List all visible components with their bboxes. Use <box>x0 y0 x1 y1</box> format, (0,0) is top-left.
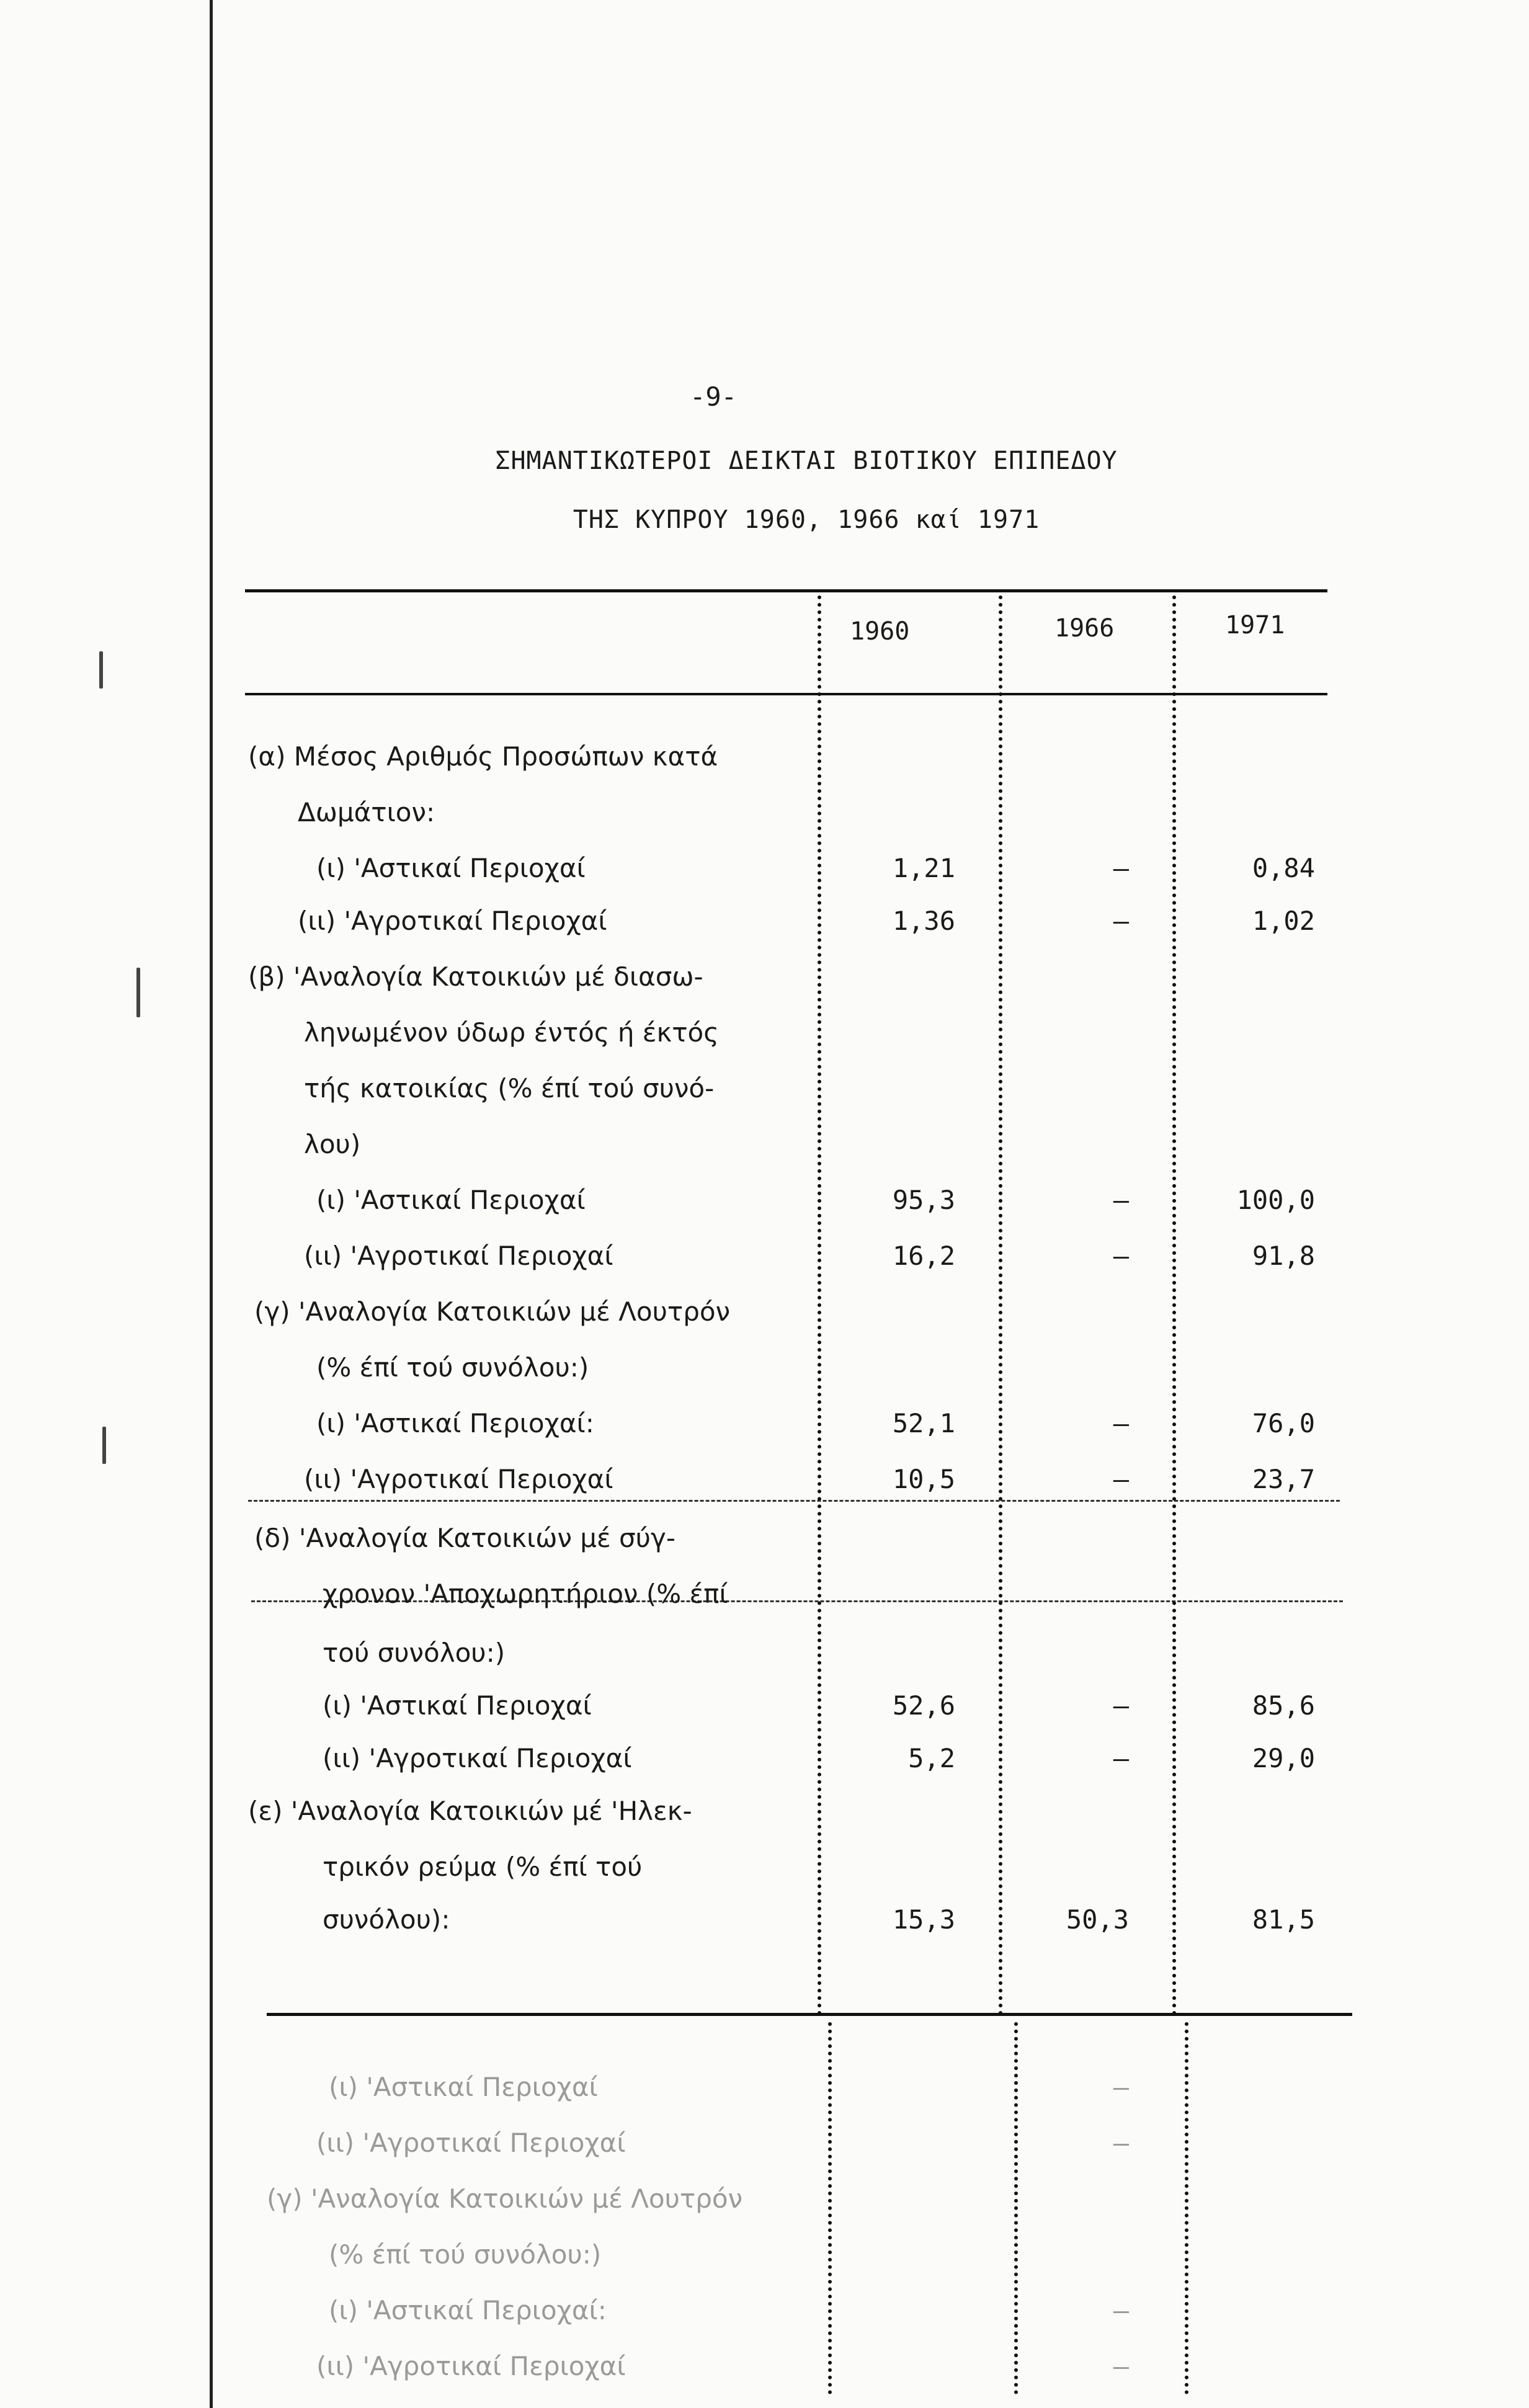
cell-1966: – <box>1113 853 1129 883</box>
row-label: συνόλου): <box>323 1904 450 1935</box>
row-label: τού συνόλου:) <box>323 1638 506 1668</box>
row-label: (ιι) 'Αγροτικαί Περιοχαί <box>298 906 607 936</box>
column-separator <box>1185 2022 1188 2394</box>
row-label: (ι) 'Αστικαί Περιοχαί <box>316 853 586 883</box>
cell-1971: 85,6 <box>1252 1690 1315 1721</box>
column-header-1971: 1971 <box>1225 611 1285 640</box>
cell-1960: 1,36 <box>892 906 955 936</box>
row-label: ληνωμένον ύδωρ έντός ή έκτός <box>304 1017 719 1048</box>
cell-1971: 91,8 <box>1252 1241 1315 1271</box>
row-label: (ι) 'Αστικαί Περιοχαί <box>323 1690 592 1721</box>
row-label: (β) 'Αναλογία Κατοικιών μέ διασω- <box>248 961 703 992</box>
cell-1971: 76,0 <box>1252 1408 1315 1438</box>
cell-1960: 52,6 <box>892 1690 955 1721</box>
cell-1966: – <box>1113 1185 1129 1215</box>
bleed-row-label: (ι) 'Αστικαί Περιοχαί <box>329 2072 598 2102</box>
cell-1960: 52,1 <box>892 1408 955 1438</box>
binding-mark <box>102 1427 106 1464</box>
row-label: (γ) 'Αναλογία Κατοικιών μέ Λουτρόν <box>254 1296 731 1327</box>
column-header-1966: 1966 <box>1054 614 1115 643</box>
cell-1971: 100,0 <box>1236 1185 1315 1215</box>
row-label: (δ) 'Αναλογία Κατοικιών μέ σύγ- <box>254 1523 675 1553</box>
table-top-rule <box>245 589 1327 592</box>
table-bottom-rule <box>267 2013 1352 2016</box>
page-number: -9- <box>690 381 737 412</box>
table-header-rule <box>245 693 1327 695</box>
bleed-cell-1966: – <box>1113 2295 1129 2326</box>
row-label: (ε) 'Αναλογία Κατοικιών μέ 'Ηλεκ- <box>248 1796 692 1826</box>
cell-1971: 23,7 <box>1252 1464 1315 1494</box>
column-separator <box>1172 595 1176 2016</box>
bleed-cell-1966: – <box>1113 2128 1129 2158</box>
bleed-cell-1966: – <box>1113 2072 1129 2102</box>
cell-1960: 10,5 <box>892 1464 955 1494</box>
row-label: τής κατοικίας (% έπί τού συνό- <box>304 1073 715 1104</box>
cell-1966: – <box>1113 1408 1129 1438</box>
binding-mark <box>99 651 103 689</box>
row-label: Δωμάτιον: <box>298 797 435 827</box>
row-label: τρικόν ρεύμα (% έπί τού <box>323 1852 643 1882</box>
cell-1966: – <box>1113 1241 1129 1271</box>
row-label: (ι) 'Αστικαί Περιοχαί: <box>316 1408 594 1438</box>
column-header-1960: 1960 <box>850 617 910 646</box>
row-label: (ιι) 'Αγροτικαί Περιοχαί <box>323 1743 632 1773</box>
cell-1971: 29,0 <box>1252 1743 1315 1773</box>
row-label: λου) <box>304 1129 361 1159</box>
row-label: (α) Μέσος Αριθμός Προσώπων κατά <box>248 741 718 772</box>
binding-margin-line <box>210 0 213 2408</box>
row-label: χρονον 'Αποχωρητήριον (% έπί <box>323 1579 728 1609</box>
cell-1971: 81,5 <box>1252 1904 1315 1935</box>
row-label: (% έπί τού συνόλου:) <box>316 1352 589 1383</box>
table-title-line-1: ΣΗΜΑΝΤΙΚΩΤΕΡΟΙ ΔΕΙΚΤΑΙ ΒΙΟΤΙΚΟΥ ΕΠΙΠΕΔΟΥ <box>495 447 1118 475</box>
binding-mark <box>136 968 140 1017</box>
cell-1960: 1,21 <box>892 853 955 883</box>
cell-1966: 50,3 <box>1066 1904 1129 1935</box>
row-label: (ιι) 'Αγροτικαί Περιοχαί <box>304 1241 613 1271</box>
bleed-row-label: (% έπί τού συνόλου:) <box>329 2239 602 2270</box>
column-separator <box>818 595 821 2016</box>
table-title-line-2: ΤΗΣ ΚΥΠΡΟΥ 1960, 1966 καί 1971 <box>573 506 1040 534</box>
cell-1960: 15,3 <box>892 1904 955 1935</box>
row-label: (ι) 'Αστικαί Περιοχαί <box>316 1185 586 1215</box>
cell-1971: 0,84 <box>1252 853 1315 883</box>
bleed-row-label: (ι) 'Αστικαί Περιοχαί: <box>329 2295 607 2326</box>
bleed-row-label: (ιι) 'Αγροτικαί Περιοχαί <box>316 2351 626 2381</box>
cell-1966: – <box>1113 1690 1129 1721</box>
row-label: (ιι) 'Αγροτικαί Περιοχαί <box>304 1464 613 1494</box>
column-separator <box>828 2022 832 2394</box>
bleed-row-label: (ιι) 'Αγροτικαί Περιοχαί <box>316 2128 626 2158</box>
section-divider <box>248 1500 1340 1502</box>
cell-1960: 5,2 <box>908 1743 955 1773</box>
cell-1960: 95,3 <box>892 1185 955 1215</box>
bleed-row-label: (γ) 'Αναλογία Κατοικιών μέ Λουτρόν <box>267 2183 743 2214</box>
bleed-cell-1966: – <box>1113 2351 1129 2381</box>
cell-1966: – <box>1113 1464 1129 1494</box>
cell-1960: 16,2 <box>892 1241 955 1271</box>
cell-1966: – <box>1113 906 1129 936</box>
cell-1971: 1,02 <box>1252 906 1315 936</box>
cell-1966: – <box>1113 1743 1129 1773</box>
column-separator <box>999 595 1002 2016</box>
